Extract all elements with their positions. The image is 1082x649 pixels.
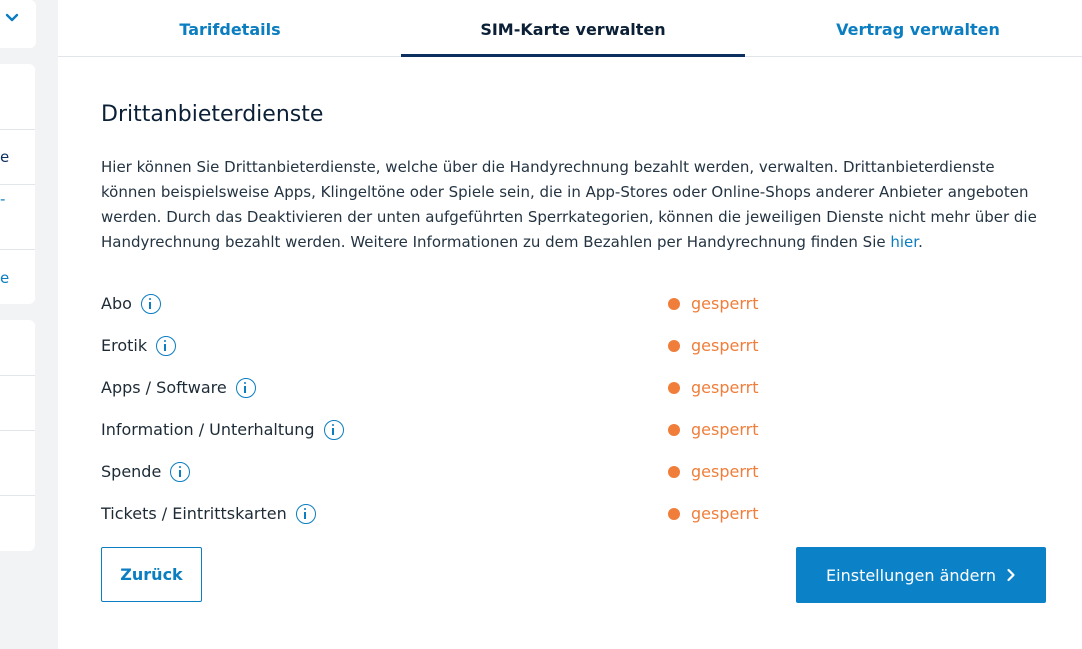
category-row	[101, 418, 1001, 442]
category-row	[101, 376, 1001, 400]
status-dot-icon	[668, 424, 680, 436]
category-name: Abo	[101, 294, 132, 313]
sidebar-divider	[0, 129, 35, 130]
status-badge	[668, 418, 758, 442]
status-dot-icon	[668, 298, 680, 310]
status-text: gesperrt	[691, 294, 759, 313]
status-text: gesperrt	[691, 336, 759, 355]
tab-tarifdetails[interactable]: Tarifdetails	[179, 20, 281, 39]
sidebar-item-label[interactable]: e	[0, 269, 10, 287]
sidebar-divider	[0, 375, 35, 376]
tab-bar	[58, 0, 1082, 57]
sidebar-divider	[0, 184, 35, 185]
category-name: Apps / Software	[101, 378, 227, 397]
status-dot-icon	[668, 508, 680, 520]
main-panel	[58, 0, 1082, 649]
status-text: gesperrt	[691, 504, 759, 523]
description-suffix: .	[918, 233, 923, 251]
description-text: Hier können Sie Drittanbieterdienste, welche über die Handyrechnung bezahlt werden, verwalten. Drittanbieterdienste können beispielsweise Apps, Klingeltöne oder Spiele sein, die in App-Stores oder Online-Shops anderer Anbieter angeboten werden. Durch das Deaktivieren der unten aufgeführten Sperrkategorien, können die jeweiligen Dienste nicht mehr über die Handyrechnung bezahlt werden. Weitere Informationen zu dem Bezahlen per Handyrechnung finden Sie	[101, 158, 1037, 251]
info-icon[interactable]	[170, 462, 190, 482]
change-settings-button[interactable]	[796, 547, 1046, 603]
category-row	[101, 292, 1001, 316]
sidebar-card-secondary	[0, 320, 35, 551]
chevron-right-icon	[1006, 568, 1016, 582]
section-description	[101, 155, 1051, 255]
status-badge	[668, 376, 758, 400]
sidebar-dropdown[interactable]	[0, 0, 36, 48]
sidebar-card-primary	[0, 64, 35, 304]
chevron-down-icon	[4, 10, 20, 26]
info-icon[interactable]	[156, 336, 176, 356]
info-link[interactable]: hier	[890, 233, 919, 251]
sidebar-item-label[interactable]: -	[0, 190, 6, 208]
status-text: gesperrt	[691, 378, 759, 397]
back-button-label: Zurück	[120, 565, 183, 584]
status-badge	[668, 292, 758, 316]
sidebar-divider	[0, 495, 35, 496]
section-title: Drittanbieterdienste	[101, 102, 324, 127]
status-text: gesperrt	[691, 462, 759, 481]
change-settings-label: Einstellungen ändern	[826, 565, 996, 585]
status-text: gesperrt	[691, 420, 759, 439]
status-dot-icon	[668, 466, 680, 478]
category-row	[101, 460, 1001, 484]
category-name: Spende	[101, 462, 162, 481]
category-row	[101, 334, 1001, 358]
info-icon[interactable]	[296, 504, 316, 524]
status-badge	[668, 334, 758, 358]
category-name: Information / Unterhaltung	[101, 420, 315, 439]
back-button[interactable]	[101, 547, 202, 602]
tab-vertrag-verwalten[interactable]: Vertrag verwalten	[836, 20, 1000, 39]
sidebar-divider	[0, 430, 35, 431]
category-name: Erotik	[101, 336, 148, 355]
info-icon[interactable]	[141, 294, 161, 314]
status-badge	[668, 460, 758, 484]
status-dot-icon	[668, 340, 680, 352]
status-dot-icon	[668, 382, 680, 394]
category-row	[101, 502, 1001, 526]
info-icon[interactable]	[236, 378, 256, 398]
status-badge	[668, 502, 758, 526]
sidebar-divider	[0, 249, 35, 250]
info-icon[interactable]	[324, 420, 344, 440]
category-name: Tickets / Eintrittskarten	[101, 504, 287, 523]
tab-sim-karte-verwalten[interactable]: SIM-Karte verwalten	[401, 0, 745, 56]
sidebar-item-label[interactable]: e	[0, 148, 10, 166]
